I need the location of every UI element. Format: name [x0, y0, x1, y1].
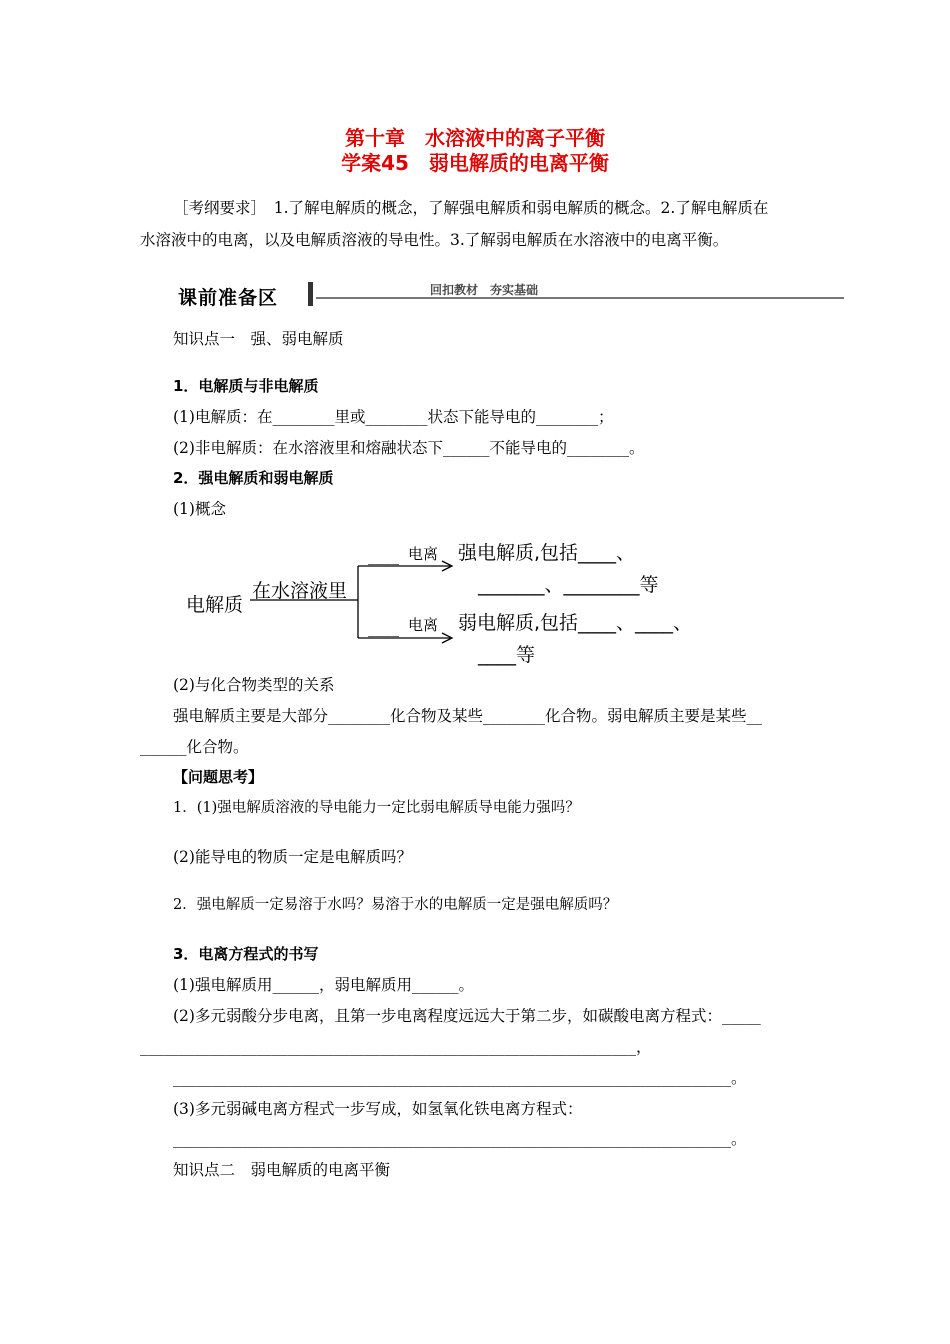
diagram-strong-l1: 强电解质,包括____、: [458, 542, 636, 564]
kp1-s1-line2: (2)非电解质：在水溶液里和熔融状态下______不能导电的________。: [173, 439, 645, 457]
kp1-s3-line5: (3)多元弱碱电离方程式一步写成，如氢氧化铁电离方程式：: [173, 1100, 583, 1118]
diagram-blank-bottom: ____: [368, 619, 399, 637]
kp1-s3-title: 3．电离方程式的书写: [173, 945, 319, 963]
electrolyte-diagram: [180, 530, 720, 675]
section-banner-subtitle: 回扣教材 夯实基础: [430, 283, 539, 297]
think-title: 【问题思考】: [173, 768, 264, 786]
question-1b: (2)能导电的物质一定是电解质吗？: [173, 848, 412, 866]
diagram-weak-l2: ____等: [478, 644, 536, 666]
kp2-heading: 知识点二 弱电解质的电离平衡: [173, 1161, 391, 1179]
diagram-weak-l1: 弱电解质,包括____、____、: [458, 612, 693, 634]
question-1a: 1．(1)强电解质溶液的导电能力一定比弱电解质导电能力强吗？: [173, 800, 580, 816]
kp1-s1-line1: (1)电解质：在________里或________状态下能导电的________；: [173, 408, 614, 426]
diagram-ionize-bottom: 电离: [408, 616, 439, 634]
kp1-s3-line3: ________________________________________________________________，: [140, 1038, 652, 1056]
kp1-s3-line2: (2)多元弱酸分步电离，且第一步电离程度远远大于第二步，如碳酸电离方程式：_____: [173, 1007, 761, 1025]
kp1-s2-rel-line2: ______化合物。: [140, 738, 249, 756]
chapter-title: 第十章 水溶液中的离子平衡: [345, 126, 605, 150]
diagram-condition: 在水溶液里: [252, 580, 348, 602]
diagram-root: 电解质: [186, 594, 244, 616]
requirements-line1: ［考纲要求］ 1.了解电解质的概念，了解强电解质和弱电解质的概念。2.了解电解质在: [173, 199, 769, 217]
kp1-heading: 知识点一 强、弱电解质: [173, 330, 344, 348]
kp1-s3-line1: (1)强电解质用______，弱电解质用______。: [173, 976, 474, 994]
lesson-title: 学案45 弱电解质的电离平衡: [341, 151, 609, 175]
kp1-s2-relation: (2)与化合物类型的关系: [173, 676, 335, 694]
section-banner-title: 课前准备区: [178, 287, 279, 309]
kp1-s3-line4: ________________________________________________________________________。: [173, 1069, 747, 1087]
kp1-s3-line6: ________________________________________________________________________。: [173, 1130, 747, 1148]
section-banner-rule: [316, 297, 844, 299]
diagram-strong-l2: _______、________等: [478, 574, 659, 596]
kp1-s2-title: 2．强电解质和弱电解质: [173, 469, 334, 487]
kp1-s1-title: 1．电解质与非电解质: [173, 377, 319, 395]
question-2: 2．强电解质一定易溶于水吗？易溶于水的电解质一定是强电解质吗？: [173, 897, 618, 913]
kp1-s2-concept: (1)概念: [173, 500, 226, 518]
requirements-line2: 水溶液中的电离，以及电解质溶液的导电性。3.了解弱电解质在水溶液中的电离平衡。: [140, 231, 729, 249]
diagram-blank-top: ____: [368, 547, 399, 565]
kp1-s2-rel-line1: 强电解质主要是大部分________化合物及某些________化合物。弱电解质主要是某些__: [173, 707, 763, 725]
diagram-ionize-top: 电离: [408, 545, 439, 563]
